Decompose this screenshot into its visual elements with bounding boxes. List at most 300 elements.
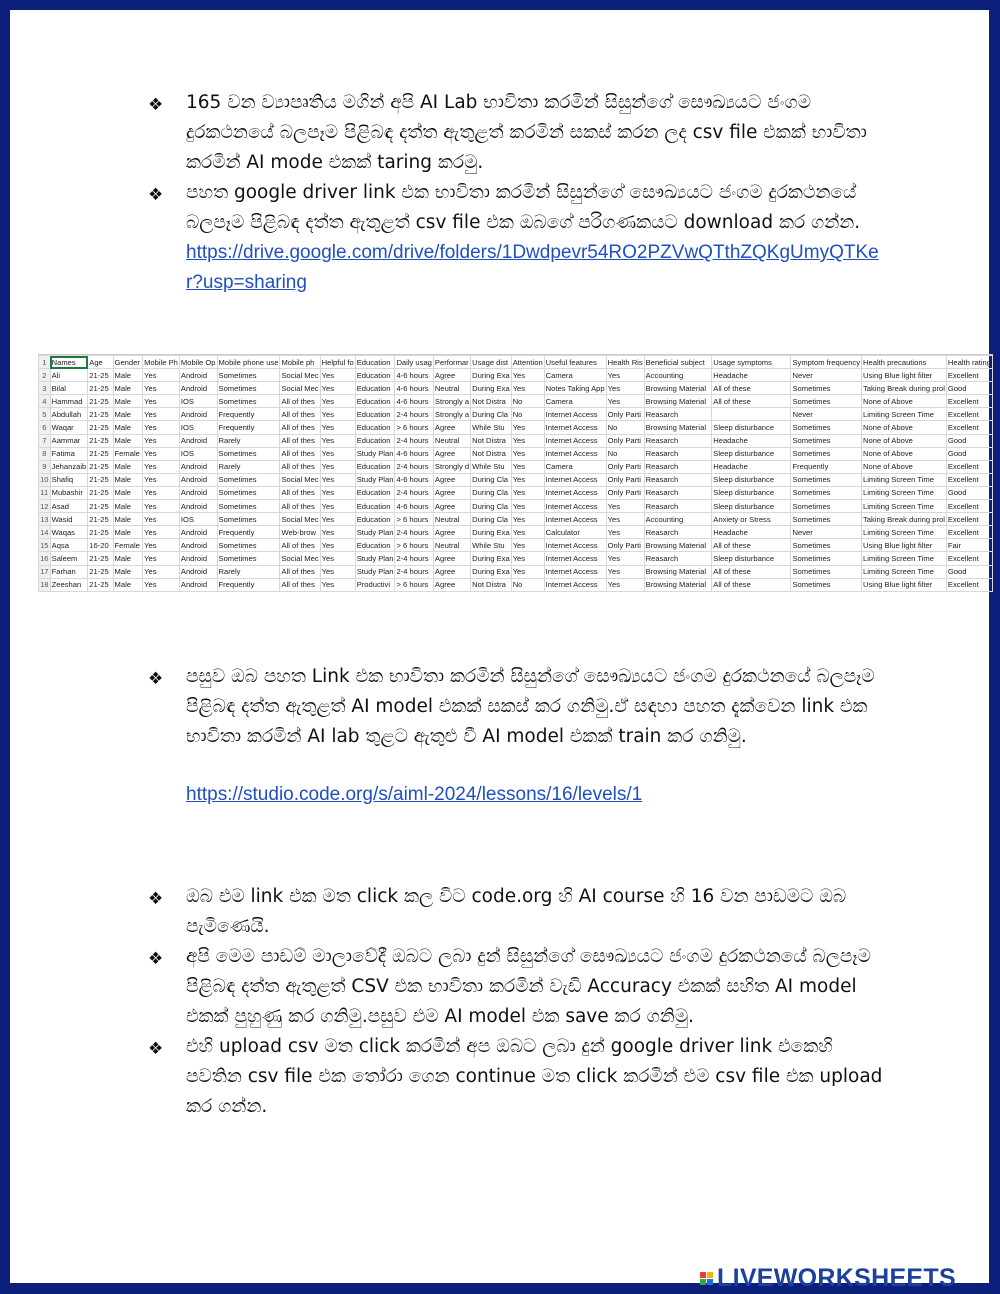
bullet-item [148,942,888,1032]
table-cell: Internet Access [544,408,606,421]
table-cell: Reasarch [644,473,712,486]
table-cell: Agree [433,447,470,460]
table-row [39,565,993,578]
table-cell: Frequently [791,460,862,473]
table-cell: Yes [606,395,644,408]
table-cell: Sometimes [791,552,862,565]
table-cell: Mubashir [50,486,88,499]
table-cell: Yes [511,526,544,539]
table-cell: During Cla [471,473,512,486]
table-cell: Limiting Screen Time [862,500,947,513]
table-cell: Headache [712,434,791,447]
table-cell: Agree [433,473,470,486]
table-cell: While Stu [471,539,512,552]
header-cell: Attention [511,356,544,369]
table-cell: IOS [179,513,217,526]
table-cell: Education [355,500,395,513]
table-cell: Never [791,369,862,382]
table-cell: 2-4 hours [395,552,433,565]
table-cell: Education [355,421,395,434]
logo-square [707,1279,713,1285]
table-cell: Excellent [946,513,992,526]
table-cell: Social Mec [280,369,320,382]
table-cell: Good [946,486,992,499]
table-cell: Yes [143,513,180,526]
table-cell: Male [113,408,143,421]
table-row [39,447,993,460]
table-cell: Yes [320,460,355,473]
table-cell: Browsing Material [644,565,712,578]
table-row [39,395,993,408]
table-cell: Only Parti [606,473,644,486]
table-cell: Male [113,500,143,513]
table-cell: None of Above [862,447,947,460]
table-cell: 4-6 hours [395,369,433,382]
table-cell: Wasid [50,513,88,526]
table-cell: Sometimes [791,434,862,447]
table-cell: 4-6 hours [395,395,433,408]
table-row [39,369,993,382]
table-cell: 21-25 [88,500,113,513]
table-cell: All of thes [280,408,320,421]
table-cell: None of Above [862,395,947,408]
bullet-text: පහත google driver link එක භාවිතා කරමින් සිසුන්ගේ සෞඛ්‍යයට ජංගම දුරකථනයේ බලපෑම පිළිබඳ දත්ත ඇතුළත් csv file එක ඔබගේ පරිගණකයට download කර ගන්න. [186,182,861,233]
table-cell: Reasarch [644,500,712,513]
table-cell: Sleep disturbance [712,552,791,565]
table-cell: Not Distra [471,395,512,408]
table-cell: Yes [320,500,355,513]
header-cell: Education [355,356,395,369]
header-cell: Usage symptoms [712,356,791,369]
logo-square [707,1272,713,1278]
table-cell: Sometimes [217,447,280,460]
table-cell: Yes [320,434,355,447]
table-cell: No [606,421,644,434]
table-cell: Frequently [217,578,280,591]
table-cell: All of thes [280,539,320,552]
table-cell: Sometimes [791,500,862,513]
table-cell: Not Distra [471,447,512,460]
table-cell: 2-4 hours [395,565,433,578]
table-cell: IOS [179,447,217,460]
table-cell: Agree [433,486,470,499]
table-header-row [39,356,993,369]
table-row [39,578,993,591]
table-cell: Android [179,434,217,447]
table-cell: Internet Access [544,473,606,486]
table-cell: Yes [511,447,544,460]
table-cell: Using Blue light filter [862,578,947,591]
table-cell: Zeeshan [50,578,88,591]
table-cell: All of these [712,539,791,552]
table-cell: Study Plan [355,565,395,578]
row-number: 2 [39,369,51,382]
table-cell: Yes [143,460,180,473]
logo-mark-icon [700,1272,713,1285]
table-cell: Education [355,460,395,473]
table-cell: Education [355,369,395,382]
table-cell: > 6 hours [395,421,433,434]
header-cell: Health rating [946,356,992,369]
table-cell: Taking Break during prol [862,382,947,395]
google-drive-link[interactable]: https://drive.google.com/drive/folders/1Dwdpevr54RO2PZVwQTthZQKgUmyQTKer?usp=sharing [186,242,879,293]
train-section [148,662,888,810]
table-cell: Sleep disturbance [712,447,791,460]
row-number: 8 [39,447,51,460]
table-cell: Android [179,526,217,539]
table-cell: Yes [320,539,355,552]
table-cell: No [511,395,544,408]
table-cell: Internet Access [544,447,606,460]
diamond-bullet-icon: ❖ [148,949,164,969]
table-cell: Yes [320,408,355,421]
table-cell: Sometimes [217,369,280,382]
table-cell: All of thes [280,500,320,513]
row-number: 12 [39,500,51,513]
instructions-section [148,882,888,1122]
table-cell: Internet Access [544,434,606,447]
table-cell: Education [355,539,395,552]
table-cell: Shafiq [50,473,88,486]
table-cell: Jehanzaib [50,460,88,473]
table-cell: Sometimes [791,447,862,460]
table-cell: During Exa [471,526,512,539]
table-cell: None of Above [862,460,947,473]
bullet-text: ඔබ එම link එක මත click කල විට code.org හි AI course හි 16 වන පාඩමට ඔබ පැමිණෙයි. [186,886,847,937]
header-cell: Daily usag [395,356,433,369]
table-cell: Sometimes [217,539,280,552]
table-cell: 21-25 [88,369,113,382]
header-cell: Mobile Ph [143,356,180,369]
table-row [39,382,993,395]
header-cell: Mobile Op [179,356,217,369]
table-cell: Reasarch [644,486,712,499]
table-cell: Productivi [355,578,395,591]
table-cell: Sleep disturbance [712,500,791,513]
table-cell: Yes [511,513,544,526]
table-cell: Farhan [50,565,88,578]
table-cell: Camera [544,395,606,408]
table-cell: Headache [712,460,791,473]
table-cell: Yes [320,526,355,539]
header-cell: Mobile ph [280,356,320,369]
table-cell: All of thes [280,434,320,447]
table-cell: Internet Access [544,552,606,565]
table-cell: Yes [143,500,180,513]
table-row [39,473,993,486]
table-cell: Yes [143,578,180,591]
table-cell: Yes [320,421,355,434]
table-cell: Sometimes [791,382,862,395]
table-cell: All of thes [280,460,320,473]
table-cell: Good [946,565,992,578]
csv-data-table [38,355,993,592]
table-cell: Waqas [50,526,88,539]
intro-section [148,88,888,298]
table-cell: Good [946,447,992,460]
table-cell: Android [179,500,217,513]
table-cell: Sometimes [217,513,280,526]
worksheet-page [10,10,991,1292]
table-cell: None of Above [862,421,947,434]
table-cell: Yes [143,382,180,395]
table-cell: Male [113,395,143,408]
row-number: 11 [39,486,51,499]
table-cell: 16-20 [88,539,113,552]
table-cell: Male [113,421,143,434]
spreadsheet-screenshot [38,354,993,603]
table-cell: 21-25 [88,486,113,499]
bullet-text: එහි upload csv මත click කරමින් අප ඔබට ලබා දුන් google driver link එකෙහි පවතින csv file එක තෝරා ගෙන continue මත click කරමින් එම csv file එක upload කර ගන්න. [186,1036,883,1117]
diamond-bullet-icon: ❖ [148,95,164,115]
table-cell: Internet Access [544,578,606,591]
row-number: 7 [39,434,51,447]
table-cell: Yes [320,486,355,499]
table-cell: > 6 hours [395,578,433,591]
table-cell: During Cla [471,486,512,499]
table-cell: Yes [606,526,644,539]
table-cell: Aqsa [50,539,88,552]
table-cell: Asad [50,500,88,513]
table-cell: 2-4 hours [395,460,433,473]
table-cell: 2-4 hours [395,408,433,421]
table-cell: Using Blue light filter [862,539,947,552]
table-cell: Male [113,473,143,486]
table-cell: Browsing Material [644,578,712,591]
table-cell: 21-25 [88,395,113,408]
table-cell: Yes [606,500,644,513]
row-number: 5 [39,408,51,421]
table-cell: Not Distra [471,578,512,591]
table-cell: Yes [143,552,180,565]
table-cell [712,408,791,421]
table-cell: Sometimes [791,565,862,578]
table-cell: Excellent [946,421,992,434]
table-cell: Abdullah [50,408,88,421]
table-cell: Sometimes [791,395,862,408]
bullet-item [148,1032,888,1122]
table-cell: Sometimes [217,473,280,486]
table-cell: Rarely [217,434,280,447]
table-cell: Yes [606,552,644,565]
table-cell: Strongly d [433,460,470,473]
table-cell: Only Parti [606,539,644,552]
table-cell: No [606,447,644,460]
table-cell: IOS [179,421,217,434]
header-cell: Performar [433,356,470,369]
table-cell: Male [113,513,143,526]
table-cell: Yes [511,565,544,578]
table-cell: All of thes [280,447,320,460]
table-cell: Limiting Screen Time [862,552,947,565]
table-row [39,500,993,513]
table-cell: Calculator [544,526,606,539]
table-cell: Yes [143,395,180,408]
table-cell: Yes [511,486,544,499]
table-cell: Internet Access [544,513,606,526]
table-cell: Yes [511,434,544,447]
table-cell: Yes [320,382,355,395]
table-row [39,513,993,526]
table-cell: Yes [511,500,544,513]
table-cell: Sometimes [791,513,862,526]
table-cell: Yes [320,369,355,382]
table-cell: Neutral [433,434,470,447]
header-cell: Symptom frequency [791,356,862,369]
table-cell: Reasarch [644,434,712,447]
table-cell: Yes [511,369,544,382]
table-cell: All of thes [280,486,320,499]
table-cell: Browsing Material [644,421,712,434]
table-cell: Yes [143,565,180,578]
table-row [39,539,993,552]
table-cell: Excellent [946,578,992,591]
header-cell: Useful features [544,356,606,369]
table-cell: Sleep disturbance [712,421,791,434]
table-cell: Male [113,382,143,395]
table-cell: Yes [320,473,355,486]
table-cell: Education [355,513,395,526]
table-cell: 2-4 hours [395,434,433,447]
table-cell: Neutral [433,513,470,526]
table-cell: Male [113,552,143,565]
bullet-text: පසුව ඔබ පහත Link එක භාවිතා කරමින් සිසුන්ගේ සෞඛ්‍යයට ජංගම දුරකථනයේ බලපෑම පිළිබඳ දත්ත ඇතුළත් AI model එකක් සකස් කර ගනිමු.ඒ සඳහා පහත දැක්වෙන link එක භාවිතා කරමින් AI lab තුළට ඇතුළු වී AI model එකක් train කර ගනිමු. [186,666,875,747]
table-cell: Limiting Screen Time [862,565,947,578]
table-cell: 21-25 [88,473,113,486]
table-cell: Education [355,408,395,421]
table-cell: Social Mec [280,382,320,395]
table-cell: Yes [511,473,544,486]
row-number: 1 [39,356,51,369]
table-cell: Frequently [217,526,280,539]
table-cell: Agree [433,578,470,591]
table-cell: Internet Access [544,565,606,578]
table-cell: Good [946,382,992,395]
table-cell: Internet Access [544,486,606,499]
table-cell: Ali [50,369,88,382]
table-cell: Study Plan [355,447,395,460]
table-cell: During Cla [471,408,512,421]
table-cell: 21-25 [88,408,113,421]
table-cell: While Stu [471,421,512,434]
table-cell: Agree [433,421,470,434]
table-cell: Study Plan [355,473,395,486]
liveworksheets-logo [700,1264,956,1292]
table-cell: Neutral [433,539,470,552]
table-cell: > 6 hours [395,513,433,526]
table-cell: Saleem [50,552,88,565]
table-cell: All of thes [280,578,320,591]
table-cell: Yes [606,369,644,382]
table-cell: Android [179,382,217,395]
table-cell: No [511,578,544,591]
table-cell: Browsing Material [644,395,712,408]
table-cell: Web-brow [280,526,320,539]
table-cell: Good [946,434,992,447]
table-cell: Yes [143,526,180,539]
header-cell: Gender [113,356,143,369]
table-cell: Android [179,539,217,552]
header-cell: Health precautions [862,356,947,369]
table-cell: Android [179,408,217,421]
table-cell: Excellent [946,408,992,421]
table-cell: Only Parti [606,486,644,499]
table-cell: 4-6 hours [395,473,433,486]
table-cell: Yes [320,578,355,591]
row-number: 14 [39,526,51,539]
table-cell: Waqar [50,421,88,434]
table-cell: Frequently [217,421,280,434]
table-cell: Headache [712,369,791,382]
table-cell: Android [179,473,217,486]
table-cell: Headache [712,526,791,539]
table-cell: Female [113,539,143,552]
table-cell: Not Distra [471,434,512,447]
table-cell: Yes [143,369,180,382]
table-cell: Female [113,447,143,460]
header-cell: Mobile phone use [217,356,280,369]
table-cell: During Exa [471,369,512,382]
table-cell: Never [791,408,862,421]
table-cell: Yes [606,565,644,578]
table-cell: Only Parti [606,434,644,447]
table-cell: All of thes [280,395,320,408]
row-number: 18 [39,578,51,591]
code-org-link[interactable]: https://studio.code.org/s/aiml-2024/lessons/16/levels/1 [186,784,643,805]
table-row [39,408,993,421]
table-cell: During Exa [471,552,512,565]
table-cell: Hammad [50,395,88,408]
table-cell: Bilal [50,382,88,395]
table-row [39,434,993,447]
table-cell: Education [355,382,395,395]
table-cell: Fair [946,539,992,552]
table-row [39,486,993,499]
table-cell: Male [113,578,143,591]
table-cell: Camera [544,460,606,473]
table-cell: 21-25 [88,578,113,591]
table-cell: Social Mec [280,473,320,486]
table-cell: 21-25 [88,513,113,526]
table-cell: Browsing Material [644,382,712,395]
table-cell: Browsing Material [644,539,712,552]
table-cell: All of thes [280,421,320,434]
table-cell: 21-25 [88,421,113,434]
diamond-bullet-icon: ❖ [148,889,164,909]
table-cell: No [511,408,544,421]
table-cell: Excellent [946,473,992,486]
table-cell: Android [179,486,217,499]
table-cell: Sometimes [791,578,862,591]
table-cell: During Cla [471,513,512,526]
table-cell: Excellent [946,500,992,513]
table-cell: Male [113,565,143,578]
table-cell: Agree [433,500,470,513]
bullet-item [148,882,888,942]
table-cell: Education [355,395,395,408]
table-cell: Sometimes [791,421,862,434]
table-cell: Notes Taking App [544,382,606,395]
table-cell: Sleep disturbance [712,486,791,499]
table-cell: Limiting Screen Time [862,473,947,486]
table-cell: 2-4 hours [395,486,433,499]
table-cell: Internet Access [544,421,606,434]
table-cell: Sometimes [791,539,862,552]
table-cell: All of these [712,578,791,591]
table-cell: Using Blue light filter [862,369,947,382]
table-cell: Yes [320,395,355,408]
logo-text: LIVEWORKSHEETS [717,1263,956,1292]
